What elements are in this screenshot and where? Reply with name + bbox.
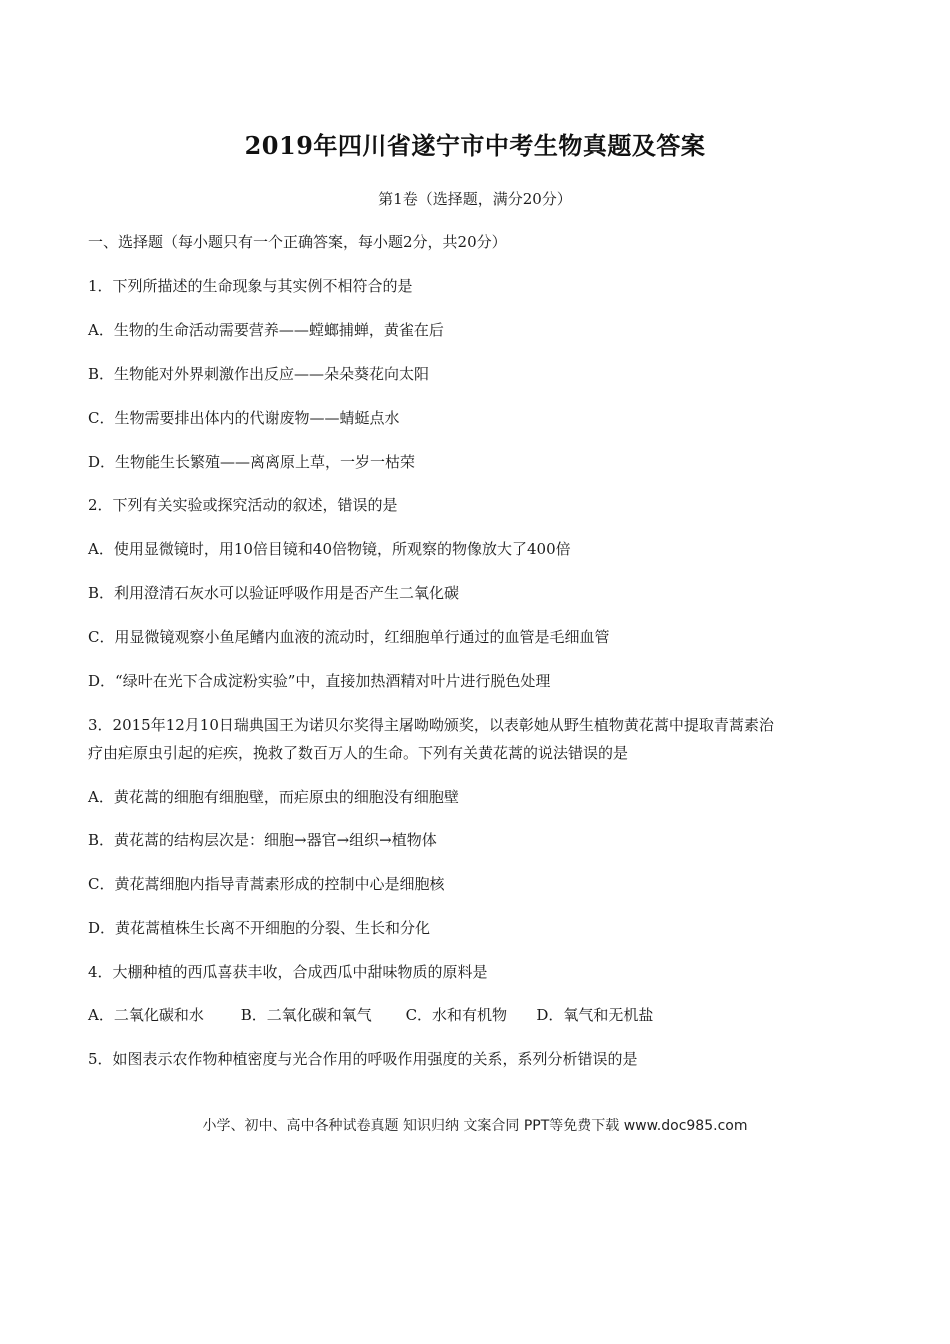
question-5-stem: 5．如图表示农作物种植密度与光合作用的呼吸作用强度的关系，系列分析错误的是: [88, 1050, 638, 1068]
question-3-option-a: A．黄花蒿的细胞有细胞壁，而疟原虫的细胞没有细胞壁: [88, 788, 459, 806]
question-3-stem-line-2: 疗由疟原虫引起的疟疾，挽救了数百万人的生命。下列有关黄花蒿的说法错误的是: [88, 744, 629, 762]
document-title: 2019年四川省遂宁市中考生物真题及答案: [244, 131, 706, 160]
question-2-option-b: B．利用澄清石灰水可以验证呼吸作用是否产生二氧化碳: [88, 584, 460, 602]
question-3-option-c: C．黄花蒿细胞内指导青蒿素形成的控制中心是细胞核: [88, 875, 445, 893]
question-4-option-d: D．氧气和无机盐: [536, 1006, 654, 1024]
question-4-option-a: A．二氧化碳和水: [88, 1006, 204, 1024]
question-3-option-d: D．黄花蒿植株生长离不开细胞的分裂、生长和分化: [88, 919, 431, 937]
page-footer: 小学、初中、高中各种试卷真题 知识归纳 文案合同 PPT等免费下载 www.doc985.com: [202, 1118, 748, 1134]
question-2-option-c: C．用显微镜观察小鱼尾鳍内血液的流动时，红细胞单行通过的血管是毛细血管: [88, 628, 610, 646]
question-1-option-b: B．生物能对外界刺激作出反应——朵朵葵花向太阳: [88, 365, 430, 383]
section-heading: 一、选择题（每小题只有一个正确答案，每小题2分，共20分）: [88, 233, 507, 251]
question-1-option-c: C．生物需要排出体内的代谢废物——蜻蜓点水: [88, 409, 400, 427]
question-4-stem: 4．大棚种植的西瓜喜获丰收，合成西瓜中甜味物质的原料是: [88, 963, 488, 981]
question-1-option-a: A．生物的生命活动需要营养——螳螂捕蝉，黄雀在后: [88, 321, 444, 339]
volume-heading: 第1卷（选择题，满分20分）: [378, 190, 572, 208]
question-2-option-a: A．使用显微镜时，用10倍目镜和40倍物镜，所观察的物像放大了400倍: [88, 540, 571, 558]
question-2-option-d: D．“绿叶在光下合成淀粉实验”中，直接加热酒精对叶片进行脱色处理: [88, 672, 551, 690]
question-2-stem: 2．下列有关实验或探究活动的叙述，错误的是: [88, 496, 398, 514]
question-4-options: [88, 1004, 868, 1026]
question-1-option-d: D．生物能生长繁殖——离离原上草，一岁一枯荣: [88, 453, 416, 471]
question-4-option-c: C．水和有机物: [405, 1006, 508, 1024]
question-4-option-b: B．二氧化碳和氧气: [240, 1006, 372, 1024]
question-1-stem: 1．下列所描述的生命现象与其实例不相符合的是: [88, 277, 413, 295]
question-3-option-b: B．黄花蒿的结构层次是：细胞→器官→组织→植物体: [88, 831, 437, 849]
question-3-stem-line-1: 3．2015年12月10日瑞典国王为诺贝尔奖得主屠呦呦颁奖，以表彰她从野生植物黄花蒿中提取青蒿素治: [88, 716, 774, 734]
